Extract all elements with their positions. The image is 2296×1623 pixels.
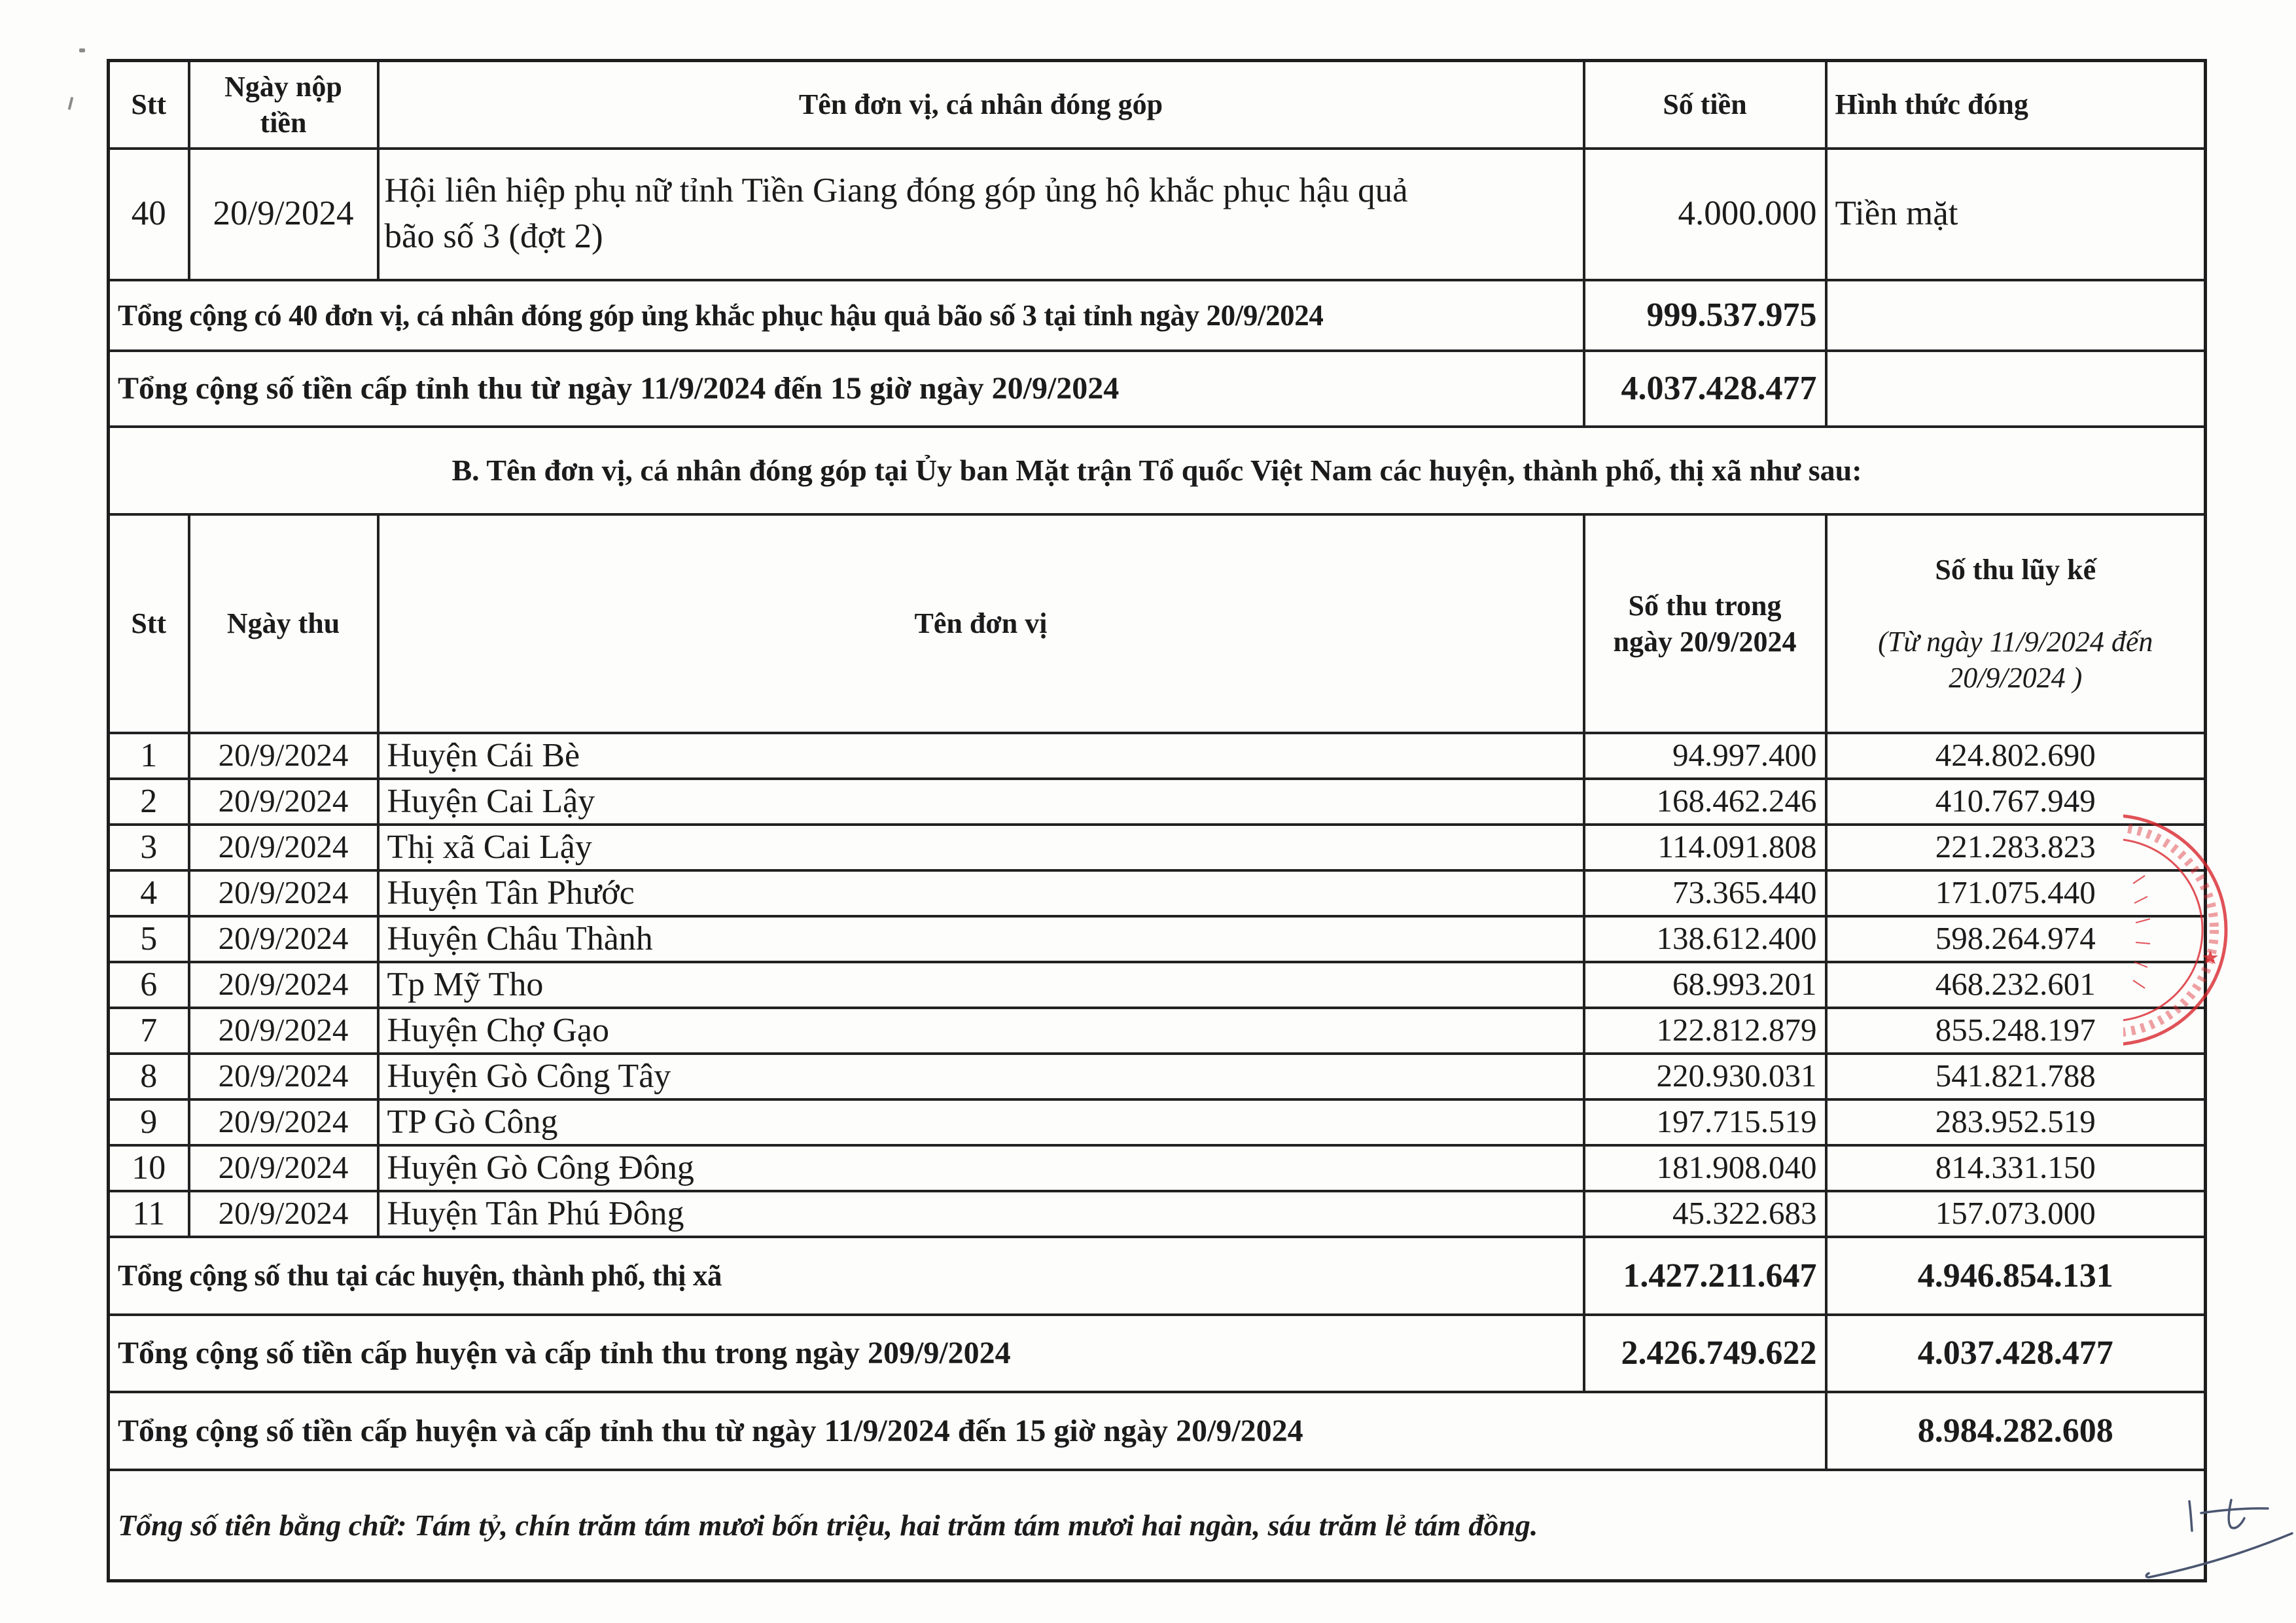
total-period-amount: 8.984.282.608 [1826, 1392, 2206, 1470]
row-unit-name: Thị xã Cai Lậy [378, 825, 1584, 870]
table-row [109, 1191, 2206, 1237]
total-contributors-amount: 999.537.975 [1584, 280, 1826, 351]
total-day-row [109, 1315, 2206, 1392]
section-b-title: B. Tên đơn vị, cá nhân đóng góp tại Ủy ban Mặt trận Tổ quốc Việt Nam các huyện, thành phố, thị xã như sau: [109, 427, 2206, 514]
amount-in-words-row [109, 1470, 2206, 1581]
row-cumulative-amount: 598.264.974 [1826, 916, 2206, 962]
row-cumulative-amount: 410.767.949 [1826, 779, 2206, 825]
header-unit-name: Tên đơn vị [378, 514, 1584, 733]
row-cumulative-amount: 221.283.823 [1826, 825, 2206, 870]
row-stt: 40 [109, 149, 189, 280]
total-day-label: Tổng cộng số tiền cấp huyện và cấp tỉnh thu trong ngày 209/9/2024 [109, 1315, 1584, 1392]
row-cumulative-amount: 855.248.197 [1826, 1008, 2206, 1054]
header-cumulative-amount [1826, 514, 2206, 733]
table-row [109, 149, 2206, 280]
row-payment-method: Tiền mặt [1826, 149, 2206, 280]
row-date: 20/9/2024 [189, 733, 378, 779]
row-unit-name: Huyện Chợ Gạo [378, 1008, 1584, 1054]
row-date: 20/9/2024 [189, 1145, 378, 1191]
header-collection-date: Ngày thu [189, 514, 378, 733]
row-date: 20/9/2024 [189, 779, 378, 825]
section-b-header-row [109, 514, 2206, 733]
row-daily-amount: 138.612.400 [1584, 916, 1826, 962]
header-amount: Số tiền [1584, 61, 1826, 149]
header-cumulative-note: (Từ ngày 11/9/2024 đến 20/9/2024 ) [1878, 625, 2153, 694]
row-unit-name: Huyện Tân Phú Đông [378, 1191, 1584, 1237]
row-daily-amount: 122.812.879 [1584, 1008, 1826, 1054]
total-province-amount: 4.037.428.477 [1584, 351, 1826, 427]
row-date: 20/9/2024 [189, 1054, 378, 1099]
row-cumulative-amount: 814.331.150 [1826, 1145, 2206, 1191]
row-unit-name: TP Gò Công [378, 1099, 1584, 1145]
header-stt: Stt [109, 514, 189, 733]
table-row [109, 1099, 2206, 1145]
row-stt: 11 [109, 1191, 189, 1237]
row-date: 20/9/2024 [189, 870, 378, 916]
row-stt: 10 [109, 1145, 189, 1191]
table-row [109, 825, 2206, 870]
row-cumulative-amount: 424.802.690 [1826, 733, 2206, 779]
row-daily-amount: 181.908.040 [1584, 1145, 1826, 1191]
total-districts-row [109, 1237, 2206, 1315]
row-daily-amount: 73.365.440 [1584, 870, 1826, 916]
row-unit-name: Huyện Tân Phước [378, 870, 1584, 916]
total-contributors-label: Tổng cộng có 40 đơn vị, cá nhân đóng góp ủng khắc phục hậu quả bão số 3 tại tỉnh ngày 20/9/2024 [109, 280, 1584, 351]
section-a-header-row [109, 61, 2206, 149]
total-province-label: Tổng cộng số tiền cấp tỉnh thu từ ngày 11/9/2024 đến 15 giờ ngày 20/9/2024 [109, 351, 1584, 427]
total-districts-label: Tổng cộng số thu tại các huyện, thành phố, thị xã [109, 1237, 1584, 1315]
row-daily-amount: 94.997.400 [1584, 733, 1826, 779]
row-unit-name: Huyện Cái Bè [378, 733, 1584, 779]
row-cumulative-amount: 541.821.788 [1826, 1054, 2206, 1099]
row-unit-name: Tp Mỹ Tho [378, 962, 1584, 1008]
total-day-daily: 2.426.749.622 [1584, 1315, 1826, 1392]
scan-mark [79, 48, 85, 52]
row-stt: 1 [109, 733, 189, 779]
row-date: 20/9/2024 [189, 1191, 378, 1237]
total-districts-cumulative: 4.946.854.131 [1826, 1237, 2206, 1315]
row-cumulative-amount: 468.232.601 [1826, 962, 2206, 1008]
total-day-cumulative: 4.037.428.477 [1826, 1315, 2206, 1392]
row-daily-amount: 45.322.683 [1584, 1191, 1826, 1237]
header-cumulative-title: Số thu lũy kế [1935, 553, 2096, 586]
row-stt: 3 [109, 825, 189, 870]
table-row [109, 779, 2206, 825]
row-date: 20/9/2024 [189, 149, 378, 280]
total-period-row [109, 1392, 2206, 1470]
row-stt: 5 [109, 916, 189, 962]
row-unit-name: Huyện Gò Công Đông [378, 1145, 1584, 1191]
table-row [109, 962, 2206, 1008]
row-unit-name: Huyện Châu Thành [378, 916, 1584, 962]
row-date: 20/9/2024 [189, 962, 378, 1008]
row-stt: 4 [109, 870, 189, 916]
table-row [109, 1145, 2206, 1191]
row-stt: 9 [109, 1099, 189, 1145]
row-date: 20/9/2024 [189, 825, 378, 870]
row-daily-amount: 220.930.031 [1584, 1054, 1826, 1099]
header-payment-method: Hình thức đóng [1826, 61, 2206, 149]
row-amount: 4.000.000 [1584, 149, 1826, 280]
scan-mark [68, 97, 74, 110]
header-stt: Stt [109, 61, 189, 149]
row-cumulative-amount: 157.073.000 [1826, 1191, 2206, 1237]
row-daily-amount: 68.993.201 [1584, 962, 1826, 1008]
total-districts-daily: 1.427.211.647 [1584, 1237, 1826, 1315]
row-unit-name: Huyện Cai Lậy [378, 779, 1584, 825]
table-row [109, 870, 2206, 916]
total-province-row [109, 351, 2206, 427]
row-stt: 8 [109, 1054, 189, 1099]
row-daily-amount: 168.462.246 [1584, 779, 1826, 825]
table-row [109, 916, 2206, 962]
header-payment-date: Ngày nộp tiền [189, 61, 378, 149]
row-stt: 2 [109, 779, 189, 825]
row-cumulative-amount: 283.952.519 [1826, 1099, 2206, 1145]
table-row [109, 1008, 2206, 1054]
row-date: 20/9/2024 [189, 1008, 378, 1054]
table-row [109, 1054, 2206, 1099]
row-date: 20/9/2024 [189, 1099, 378, 1145]
row-stt: 7 [109, 1008, 189, 1054]
section-b-title-row [109, 427, 2206, 514]
header-contributor-name: Tên đơn vị, cá nhân đóng góp [378, 61, 1584, 149]
row-daily-amount: 197.715.519 [1584, 1099, 1826, 1145]
row-daily-amount: 114.091.808 [1584, 825, 1826, 870]
row-stt: 6 [109, 962, 189, 1008]
table-row [109, 733, 2206, 779]
row-cumulative-amount: 171.075.440 [1826, 870, 2206, 916]
row-unit-name: Huyện Gò Công Tây [378, 1054, 1584, 1099]
amount-in-words: Tổng số tiên bằng chữ: Tám tỷ, chín trăm tám mươi bốn triệu, hai trăm tám mươi hai ngàn, sáu trăm lẻ tám đồng. [109, 1470, 2206, 1581]
row-contributor-name: Hội liên hiệp phụ nữ tỉnh Tiền Giang đóng góp ủng hộ khắc phục hậu quả bão số 3 (đợt 2) [378, 149, 1584, 280]
empty-cell [1826, 280, 2206, 351]
total-contributors-row [109, 280, 2206, 351]
header-daily-amount: Số thu trong ngày 20/9/2024 [1584, 514, 1826, 733]
row-date: 20/9/2024 [189, 916, 378, 962]
contribution-table [107, 59, 2207, 1582]
total-period-label: Tổng cộng số tiền cấp huyện và cấp tỉnh thu từ ngày 11/9/2024 đến 15 giờ ngày 20/9/2024 [109, 1392, 1826, 1470]
empty-cell [1826, 351, 2206, 427]
